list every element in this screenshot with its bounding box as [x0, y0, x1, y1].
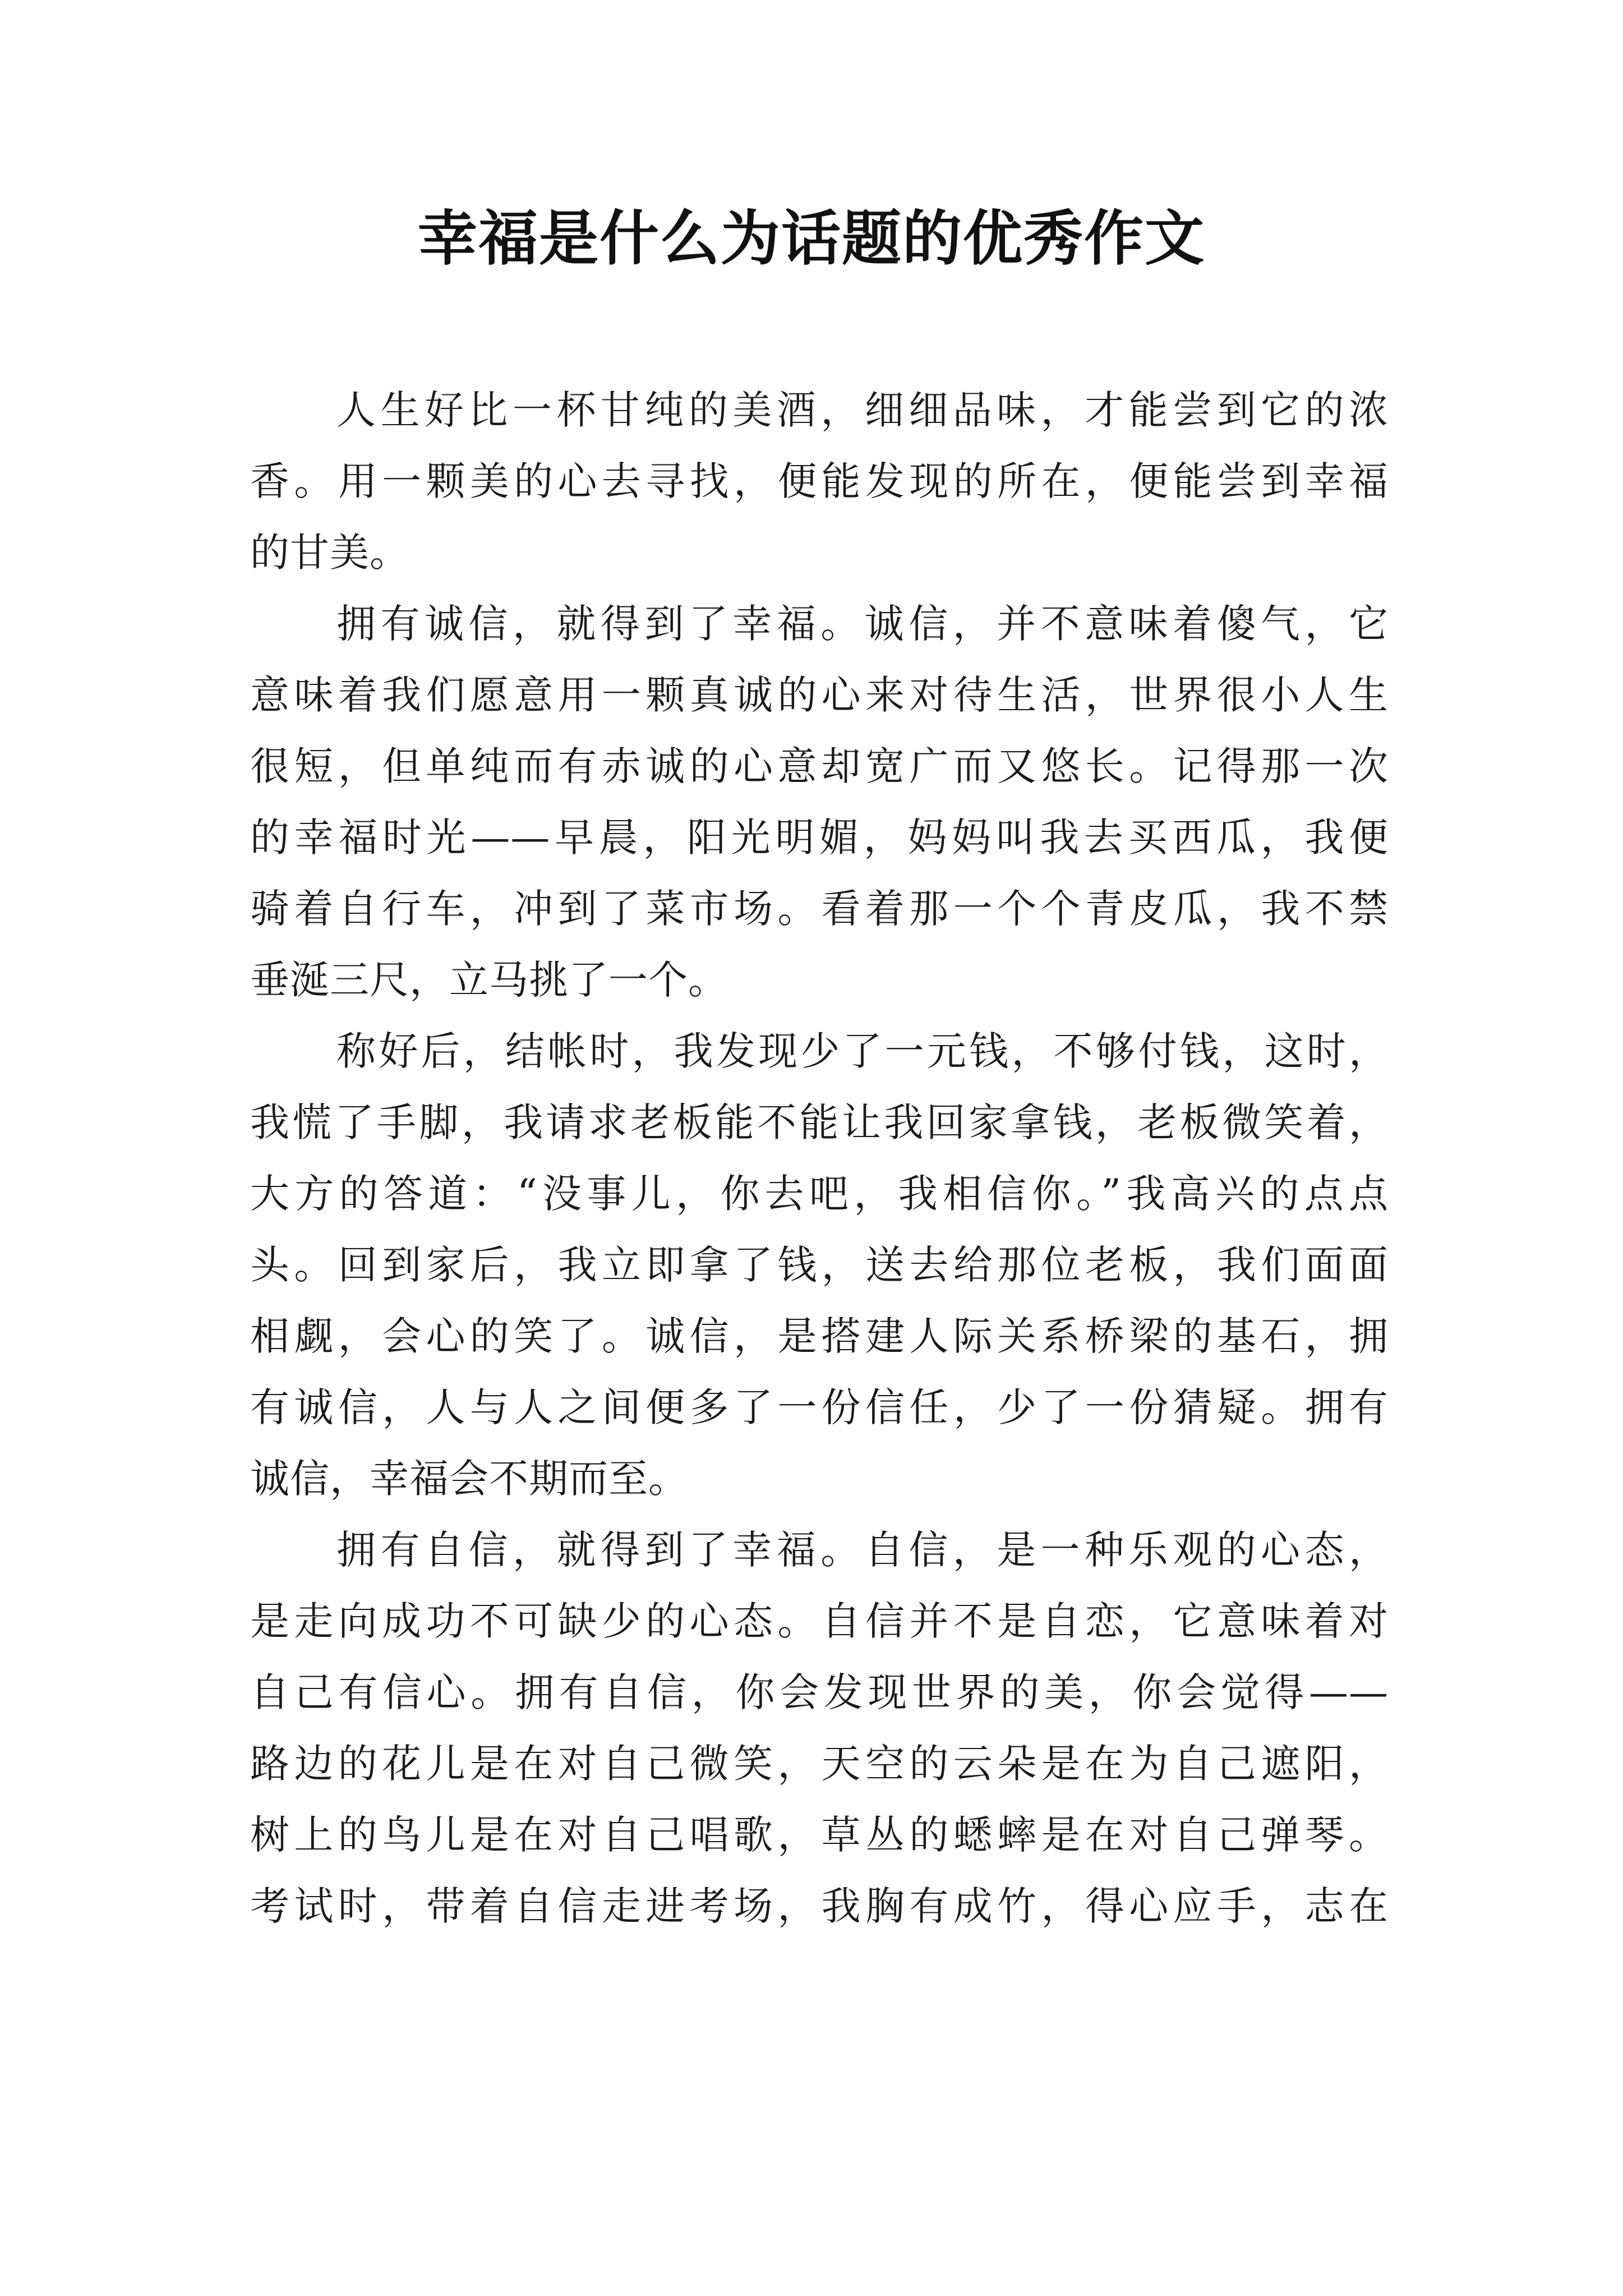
- paragraph-line: 相觑，会心的笑了。诚信，是搭建人际关系桥梁的基石，拥: [250, 1313, 1389, 1359]
- paragraph-line: 自己有信心。拥有自信，你会发现世界的美，你会觉得——: [250, 1669, 1389, 1715]
- paragraph-line: 诚信，幸福会不期而至。: [250, 1456, 688, 1502]
- paragraph-line: 香。用一颗美的心去寻找，便能发现的所在，便能尝到幸福: [250, 458, 1389, 504]
- paragraph-line: 我慌了手脚，我请求老板能不能让我回家拿钱，老板微笑着，: [250, 1099, 1389, 1145]
- paragraph-line: 称好后，结帐时，我发现少了一元钱，不够付钱，这时，: [336, 1028, 1389, 1074]
- paragraph-line: 垂涎三尺，立马挑了一个。: [250, 957, 728, 1003]
- paragraph-line: 考试时，带着自信走进考场，我胸有成竹，得心应手，志在: [250, 1883, 1389, 1929]
- paragraph-line: 的甘美。: [250, 530, 409, 576]
- document-body: [250, 375, 1389, 1942]
- paragraph-line: 骑着自行车，冲到了菜市场。看着那一个个青皮瓜，我不禁: [250, 886, 1389, 932]
- paragraph-line: 树上的鸟儿是在对自己唱歌，草丛的蟋蟀是在对自己弹琴。: [250, 1812, 1389, 1858]
- paragraph-line: 是走向成功不可缺少的心态。自信并不是自恋，它意味着对: [250, 1598, 1389, 1644]
- paragraph-line: 拥有诚信，就得到了幸福。诚信，并不意味着傻气，它: [336, 601, 1389, 647]
- paragraph-line: 拥有自信，就得到了幸福。自信，是一种乐观的心态，: [336, 1527, 1389, 1573]
- paragraph-line: 路边的花儿是在对自己微笑，天空的云朵是在为自己遮阳，: [250, 1741, 1389, 1787]
- paragraph-line: 的幸福时光——早晨，阳光明媚，妈妈叫我去买西瓜，我便: [250, 815, 1389, 861]
- paragraph-line: 很短，但单纯而有赤诚的心意却宽广而又悠长。记得那一次: [250, 743, 1389, 789]
- paragraph-line: 大方的答道：“没事儿，你去吧，我相信你。”我高兴的点点: [250, 1171, 1389, 1217]
- paragraph-line: 意味着我们愿意用一颗真诚的心来对待生活，世界很小人生: [250, 672, 1389, 718]
- document-title: 幸福是什么为话题的优秀作文: [418, 203, 1205, 273]
- paragraph-line: 人生好比一杯甘纯的美酒，细细品味，才能尝到它的浓: [336, 387, 1389, 433]
- paragraph-line: 头。回到家后，我立即拿了钱，送去给那位老板，我们面面: [250, 1242, 1389, 1288]
- paragraph-line: 有诚信，人与人之间便多了一份信任，少了一份猜疑。拥有: [250, 1384, 1389, 1430]
